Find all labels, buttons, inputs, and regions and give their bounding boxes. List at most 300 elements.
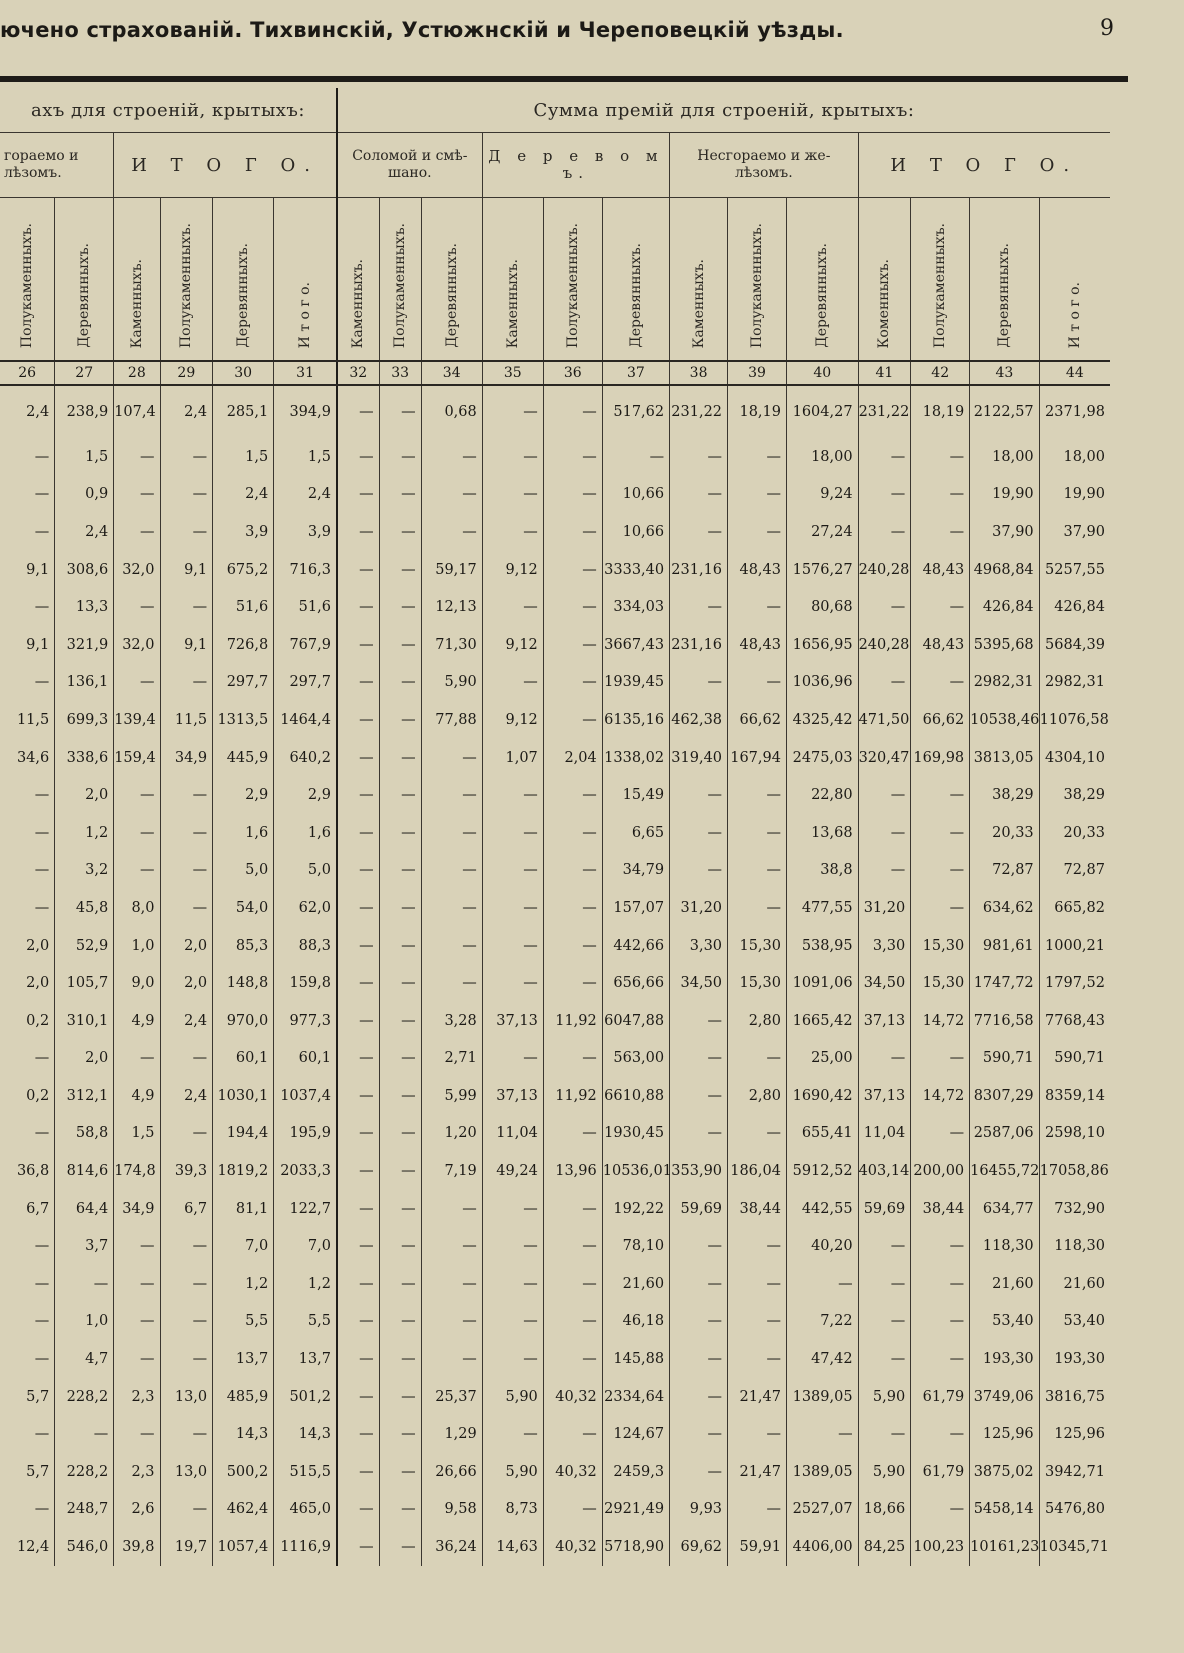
table-cell: 12,4 bbox=[16, 1539, 50, 1556]
table-cell: — bbox=[379, 814, 421, 852]
table-cell: 14,72 bbox=[911, 1077, 970, 1115]
table-cell: — bbox=[114, 1265, 160, 1303]
table-row bbox=[0, 1415, 1110, 1453]
table-cell: 15,49 bbox=[602, 776, 669, 814]
table-cell: 193,30 bbox=[970, 1340, 1039, 1378]
table-cell: — bbox=[34, 448, 50, 465]
column-header bbox=[911, 198, 970, 362]
table-cell: 1,07 bbox=[482, 739, 543, 777]
table-cell: — bbox=[114, 438, 160, 476]
table-cell: 5458,14 bbox=[970, 1491, 1039, 1529]
table-cell: 297,7 bbox=[213, 664, 274, 702]
column-number: 33 bbox=[379, 361, 421, 385]
table-cell: — bbox=[34, 787, 50, 804]
table-cell: — bbox=[114, 1340, 160, 1378]
table-cell: 634,77 bbox=[970, 1190, 1039, 1228]
running-head: ючено страхованій. Тихвинскій, Устюжнскій и Череповецкій уѣзды. bbox=[0, 18, 844, 42]
table-cell: 18,00 bbox=[1039, 438, 1110, 476]
table-cell: — bbox=[34, 1125, 50, 1142]
table-cell: — bbox=[482, 476, 543, 514]
table-cell: — bbox=[543, 588, 602, 626]
table-cell: 485,9 bbox=[213, 1378, 274, 1416]
table-row bbox=[0, 1265, 1110, 1303]
table-cell: 655,41 bbox=[786, 1115, 858, 1153]
table-cell: 32,0 bbox=[114, 626, 160, 664]
table-cell: 5,99 bbox=[421, 1077, 482, 1115]
table-cell: — bbox=[602, 438, 669, 476]
table-cell: 308,6 bbox=[55, 551, 114, 589]
table-cell: 19,90 bbox=[970, 476, 1039, 514]
table-cell: — bbox=[34, 1501, 50, 1518]
table-row bbox=[0, 1491, 1110, 1529]
table-row bbox=[0, 889, 1110, 927]
table-cell: 231,16 bbox=[670, 551, 728, 589]
table-cell: 11,5 bbox=[160, 701, 213, 739]
table-cell: 5,90 bbox=[421, 664, 482, 702]
table-cell: — bbox=[670, 664, 728, 702]
table-cell: 10161,23 bbox=[970, 1528, 1039, 1566]
table-cell: — bbox=[858, 1265, 911, 1303]
table-cell: 15,30 bbox=[911, 927, 970, 965]
table-cell: 3,30 bbox=[670, 927, 728, 965]
table-cell: 1665,42 bbox=[786, 1002, 858, 1040]
table-cell: — bbox=[728, 513, 787, 551]
table-cell: — bbox=[421, 476, 482, 514]
column-header-label: Деревянныхъ. bbox=[996, 243, 1013, 348]
table-cell: — bbox=[337, 964, 379, 1002]
table-cell: — bbox=[858, 1340, 911, 1378]
table-cell: 353,90 bbox=[670, 1152, 728, 1190]
table-cell: 3,9 bbox=[213, 513, 274, 551]
table-cell: 3,2 bbox=[55, 852, 114, 890]
table-cell: 124,67 bbox=[602, 1415, 669, 1453]
table-cell: 5476,80 bbox=[1039, 1491, 1110, 1529]
table-cell: — bbox=[337, 852, 379, 890]
table-cell: 312,1 bbox=[55, 1077, 114, 1115]
table-cell: — bbox=[34, 862, 50, 879]
table-cell: 72,87 bbox=[970, 852, 1039, 890]
table-cell: — bbox=[786, 1415, 858, 1453]
table-cell: 5684,39 bbox=[1039, 626, 1110, 664]
table-cell: 8359,14 bbox=[1039, 1077, 1110, 1115]
page-header bbox=[0, 0, 1184, 70]
table-cell: — bbox=[160, 476, 213, 514]
table-cell: 1,5 bbox=[114, 1115, 160, 1153]
table-cell: 9,1 bbox=[160, 626, 213, 664]
column-header-label: Деревянныхъ. bbox=[627, 243, 644, 348]
table-cell: — bbox=[337, 814, 379, 852]
table-cell: — bbox=[160, 1415, 213, 1453]
table-cell: — bbox=[114, 588, 160, 626]
table-cell: 159,4 bbox=[114, 739, 160, 777]
table-cell: 2,0 bbox=[55, 776, 114, 814]
table-cell: 21,60 bbox=[602, 1265, 669, 1303]
table-cell: 8,73 bbox=[482, 1491, 543, 1529]
table-cell: — bbox=[337, 438, 379, 476]
table-cell: — bbox=[911, 1303, 970, 1341]
table-cell: 38,8 bbox=[786, 852, 858, 890]
table-cell: — bbox=[728, 814, 787, 852]
table-cell: 8,0 bbox=[114, 889, 160, 927]
table-cell: — bbox=[114, 476, 160, 514]
table-cell: — bbox=[379, 626, 421, 664]
table-cell: 48,43 bbox=[728, 551, 787, 589]
table-cell: 3,30 bbox=[858, 927, 911, 965]
table-cell: — bbox=[421, 889, 482, 927]
table-cell: — bbox=[379, 476, 421, 514]
table-cell: 11,04 bbox=[482, 1115, 543, 1153]
table-cell: 1576,27 bbox=[786, 551, 858, 589]
table-cell: 231,22 bbox=[858, 385, 911, 438]
table-cell: — bbox=[114, 814, 160, 852]
table-cell: 546,0 bbox=[55, 1528, 114, 1566]
table-cell: 6,7 bbox=[26, 1200, 50, 1217]
table-cell: 228,2 bbox=[55, 1453, 114, 1491]
table-cell: — bbox=[911, 814, 970, 852]
table-cell: — bbox=[543, 814, 602, 852]
table-cell: 2,3 bbox=[114, 1378, 160, 1416]
table-cell: — bbox=[911, 1040, 970, 1078]
table-cell: 9,93 bbox=[670, 1491, 728, 1529]
table-cell: 26,66 bbox=[421, 1453, 482, 1491]
table-cell: 7,19 bbox=[421, 1152, 482, 1190]
column-number: 27 bbox=[55, 361, 114, 385]
table-cell: 634,62 bbox=[970, 889, 1039, 927]
table-cell: 2,4 bbox=[26, 404, 50, 420]
table-row bbox=[0, 1453, 1110, 1491]
table-cell: 10,66 bbox=[602, 513, 669, 551]
table-cell: — bbox=[543, 889, 602, 927]
table-cell: 7768,43 bbox=[1039, 1002, 1110, 1040]
column-header bbox=[421, 198, 482, 362]
table-row bbox=[0, 664, 1110, 702]
table-cell: 1,2 bbox=[213, 1265, 274, 1303]
column-header bbox=[379, 198, 421, 362]
table-cell: — bbox=[337, 1077, 379, 1115]
table-cell: 1389,05 bbox=[786, 1378, 858, 1416]
table-cell: — bbox=[379, 1453, 421, 1491]
table-cell: — bbox=[911, 1491, 970, 1529]
table-cell: 2982,31 bbox=[1039, 664, 1110, 702]
table-cell: 136,1 bbox=[55, 664, 114, 702]
table-cell: — bbox=[160, 1265, 213, 1303]
table-cell: — bbox=[728, 1265, 787, 1303]
table-cell: — bbox=[670, 776, 728, 814]
table-cell: 39,3 bbox=[160, 1152, 213, 1190]
table-cell: — bbox=[379, 1077, 421, 1115]
table-cell: — bbox=[337, 1152, 379, 1190]
table-cell: 9,0 bbox=[114, 964, 160, 1002]
table-cell: — bbox=[114, 664, 160, 702]
table-cell: 169,98 bbox=[911, 739, 970, 777]
table-cell: 53,40 bbox=[970, 1303, 1039, 1341]
table-row bbox=[0, 1077, 1110, 1115]
table-row bbox=[0, 1227, 1110, 1265]
table-cell: — bbox=[160, 776, 213, 814]
column-header bbox=[670, 198, 728, 362]
table-cell: — bbox=[379, 513, 421, 551]
subheader-total-right: И Т О Г О. bbox=[858, 133, 1110, 198]
table-cell: 9,1 bbox=[26, 561, 50, 578]
table-cell: 14,3 bbox=[274, 1415, 337, 1453]
table-cell: 18,19 bbox=[911, 385, 970, 438]
table-cell: 5,90 bbox=[858, 1453, 911, 1491]
table-cell: 59,69 bbox=[858, 1190, 911, 1228]
table-cell: 1819,2 bbox=[213, 1152, 274, 1190]
table-cell: 139,4 bbox=[114, 701, 160, 739]
table-row bbox=[0, 1303, 1110, 1341]
table-cell: — bbox=[421, 964, 482, 1002]
table-cell: 15,30 bbox=[728, 964, 787, 1002]
table-cell: 238,9 bbox=[55, 385, 114, 438]
table-cell: 1,2 bbox=[274, 1265, 337, 1303]
table-cell: — bbox=[670, 588, 728, 626]
table-cell: 66,62 bbox=[911, 701, 970, 739]
table-cell: 1,5 bbox=[55, 438, 114, 476]
column-header bbox=[543, 198, 602, 362]
column-number: 35 bbox=[482, 361, 543, 385]
table-cell: 1116,9 bbox=[274, 1528, 337, 1566]
table-cell: — bbox=[543, 1227, 602, 1265]
table-cell: — bbox=[337, 1227, 379, 1265]
table-cell: 18,00 bbox=[970, 438, 1039, 476]
table-cell: — bbox=[543, 852, 602, 890]
table-cell: — bbox=[379, 964, 421, 1002]
table-cell: — bbox=[379, 1190, 421, 1228]
table-cell: 167,94 bbox=[728, 739, 787, 777]
table-cell: 5,7 bbox=[26, 1388, 50, 1405]
table-cell: — bbox=[421, 513, 482, 551]
table-cell: 59,69 bbox=[670, 1190, 728, 1228]
table-cell: — bbox=[670, 438, 728, 476]
table-cell: 59,91 bbox=[728, 1528, 787, 1566]
column-number: 36 bbox=[543, 361, 602, 385]
table-cell: 2,71 bbox=[421, 1040, 482, 1078]
table-cell: 1747,72 bbox=[970, 964, 1039, 1002]
table-cell: 2,4 bbox=[55, 513, 114, 551]
table-cell: — bbox=[379, 889, 421, 927]
table-cell: 27,24 bbox=[786, 513, 858, 551]
table-cell: 2,0 bbox=[160, 964, 213, 1002]
column-header-label: Полукаменныхъ. bbox=[932, 222, 949, 348]
table-cell: — bbox=[482, 1415, 543, 1453]
table-cell: 80,68 bbox=[786, 588, 858, 626]
table-cell: — bbox=[114, 1303, 160, 1341]
table-cell: 5,5 bbox=[274, 1303, 337, 1341]
table-row bbox=[0, 626, 1110, 664]
table-cell: 45,8 bbox=[55, 889, 114, 927]
table-cell: — bbox=[421, 852, 482, 890]
column-number: 37 bbox=[602, 361, 669, 385]
table-cell: 118,30 bbox=[970, 1227, 1039, 1265]
table-cell: 2,0 bbox=[55, 1040, 114, 1078]
table-cell: 38,44 bbox=[728, 1190, 787, 1228]
table-cell: 159,8 bbox=[274, 964, 337, 1002]
table-cell: 2921,49 bbox=[602, 1491, 669, 1529]
table-cell: 563,00 bbox=[602, 1040, 669, 1078]
table-cell: — bbox=[379, 927, 421, 965]
table-cell: — bbox=[858, 1303, 911, 1341]
subheader-wood: Д е р е в о м ъ. bbox=[482, 133, 669, 198]
table-cell: 21,47 bbox=[728, 1453, 787, 1491]
table-cell: 60,1 bbox=[213, 1040, 274, 1078]
table-cell: — bbox=[482, 588, 543, 626]
table-cell: 403,14 bbox=[858, 1152, 911, 1190]
table-cell: — bbox=[911, 1415, 970, 1453]
table-cell: 40,32 bbox=[543, 1378, 602, 1416]
table-cell: — bbox=[34, 1050, 50, 1067]
table-cell: — bbox=[160, 1040, 213, 1078]
table-cell: 5912,52 bbox=[786, 1152, 858, 1190]
subheader-straw: Соломой и смѣ- шано. bbox=[337, 133, 482, 198]
table-cell: 36,8 bbox=[16, 1163, 50, 1180]
table-cell: 77,88 bbox=[421, 701, 482, 739]
column-header bbox=[0, 198, 55, 362]
table-cell: — bbox=[670, 1415, 728, 1453]
table-row bbox=[0, 551, 1110, 589]
table-row bbox=[0, 476, 1110, 514]
table-row bbox=[0, 1340, 1110, 1378]
table-cell: 9,58 bbox=[421, 1491, 482, 1529]
table-cell: 48,43 bbox=[911, 626, 970, 664]
column-number: 32 bbox=[337, 361, 379, 385]
table-cell: 125,96 bbox=[1039, 1415, 1110, 1453]
table-cell: — bbox=[337, 1378, 379, 1416]
table-cell: 4,9 bbox=[114, 1002, 160, 1040]
table-cell: — bbox=[421, 1340, 482, 1378]
table-cell: 14,63 bbox=[482, 1528, 543, 1566]
table-cell: — bbox=[728, 1227, 787, 1265]
table-cell: 445,9 bbox=[213, 739, 274, 777]
table-cell: — bbox=[379, 1528, 421, 1566]
table-cell: — bbox=[543, 438, 602, 476]
table-cell: — bbox=[114, 776, 160, 814]
column-header-row bbox=[0, 198, 1110, 362]
table-cell: 9,12 bbox=[482, 626, 543, 664]
table-cell: — bbox=[911, 889, 970, 927]
table-cell: 19,90 bbox=[1039, 476, 1110, 514]
table-cell: — bbox=[543, 664, 602, 702]
table-cell: 18,19 bbox=[728, 385, 787, 438]
table-cell: 1,2 bbox=[55, 814, 114, 852]
table-cell: 34,50 bbox=[858, 964, 911, 1002]
table-cell: 38,44 bbox=[911, 1190, 970, 1228]
table-cell: 1930,45 bbox=[602, 1115, 669, 1153]
table-cell: — bbox=[728, 664, 787, 702]
table-cell: 7,0 bbox=[213, 1227, 274, 1265]
table-cell: 732,90 bbox=[1039, 1190, 1110, 1228]
table-cell: 40,20 bbox=[786, 1227, 858, 1265]
table-cell: 6610,88 bbox=[602, 1077, 669, 1115]
table-cell: 21,47 bbox=[728, 1378, 787, 1416]
table-cell: 1030,1 bbox=[213, 1077, 274, 1115]
table-cell: — bbox=[421, 814, 482, 852]
table-cell: 10345,71 bbox=[1039, 1528, 1110, 1566]
column-header-label: Деревянныхъ. bbox=[76, 243, 93, 348]
table-cell: 6135,16 bbox=[602, 701, 669, 739]
table-cell: — bbox=[482, 852, 543, 890]
column-header bbox=[728, 198, 787, 362]
table-cell: — bbox=[379, 1227, 421, 1265]
table-cell: — bbox=[421, 1227, 482, 1265]
table-cell: — bbox=[337, 776, 379, 814]
table-cell: 4406,00 bbox=[786, 1528, 858, 1566]
table-cell: 7,0 bbox=[274, 1227, 337, 1265]
table-cell: — bbox=[114, 1227, 160, 1265]
column-header-label: И т о г о. bbox=[297, 281, 314, 348]
table-cell: — bbox=[379, 1115, 421, 1153]
table-cell: — bbox=[379, 1415, 421, 1453]
table-cell: 38,29 bbox=[970, 776, 1039, 814]
table-cell: 2,3 bbox=[114, 1453, 160, 1491]
table-cell: 11076,58 bbox=[1039, 701, 1110, 739]
table-cell: — bbox=[379, 701, 421, 739]
table-cell: 13,96 bbox=[543, 1152, 602, 1190]
subheader-total-left: И Т О Г О. bbox=[114, 133, 337, 198]
column-header bbox=[1039, 198, 1110, 362]
column-number: 31 bbox=[274, 361, 337, 385]
table-cell: 5,0 bbox=[274, 852, 337, 890]
table-cell: 1797,52 bbox=[1039, 964, 1110, 1002]
column-header bbox=[160, 198, 213, 362]
table-row bbox=[0, 1152, 1110, 1190]
table-cell: — bbox=[337, 1265, 379, 1303]
table-cell: 13,7 bbox=[274, 1340, 337, 1378]
table-cell: — bbox=[543, 513, 602, 551]
table-cell: — bbox=[482, 1340, 543, 1378]
table-cell: — bbox=[337, 513, 379, 551]
table-cell: 5,0 bbox=[213, 852, 274, 890]
table-cell: 7716,58 bbox=[970, 1002, 1039, 1040]
table-cell: 4,7 bbox=[55, 1340, 114, 1378]
table-cell: — bbox=[34, 1238, 50, 1255]
table-cell: — bbox=[379, 1002, 421, 1040]
table-cell: — bbox=[421, 776, 482, 814]
table-cell: — bbox=[482, 964, 543, 1002]
table-cell: — bbox=[858, 1227, 911, 1265]
table-cell: — bbox=[728, 1303, 787, 1341]
table-cell: — bbox=[421, 739, 482, 777]
table-cell: 37,90 bbox=[1039, 513, 1110, 551]
table-cell: — bbox=[858, 438, 911, 476]
table-cell: 12,13 bbox=[421, 588, 482, 626]
table-cell: 240,28 bbox=[858, 551, 911, 589]
table-cell: — bbox=[858, 1040, 911, 1078]
table-cell: — bbox=[858, 588, 911, 626]
table-cell: — bbox=[858, 776, 911, 814]
table-cell: 0,68 bbox=[421, 385, 482, 438]
table-cell: 500,2 bbox=[213, 1453, 274, 1491]
column-number: 43 bbox=[970, 361, 1039, 385]
table-cell: — bbox=[858, 513, 911, 551]
table-cell: 1656,95 bbox=[786, 626, 858, 664]
table-cell: — bbox=[911, 1340, 970, 1378]
table-cell: 5257,55 bbox=[1039, 551, 1110, 589]
table-cell: — bbox=[379, 1040, 421, 1078]
table-cell: — bbox=[482, 814, 543, 852]
table-cell: 6,65 bbox=[602, 814, 669, 852]
table-cell: — bbox=[482, 438, 543, 476]
table-cell: 2371,98 bbox=[1039, 385, 1110, 438]
table-cell: — bbox=[379, 852, 421, 890]
table-row bbox=[0, 701, 1110, 739]
table-cell: — bbox=[160, 1340, 213, 1378]
table-cell: — bbox=[858, 664, 911, 702]
table-cell: 16455,72 bbox=[970, 1152, 1039, 1190]
table-cell: 426,84 bbox=[1039, 588, 1110, 626]
table-cell: 977,3 bbox=[274, 1002, 337, 1040]
table-cell: — bbox=[337, 1115, 379, 1153]
